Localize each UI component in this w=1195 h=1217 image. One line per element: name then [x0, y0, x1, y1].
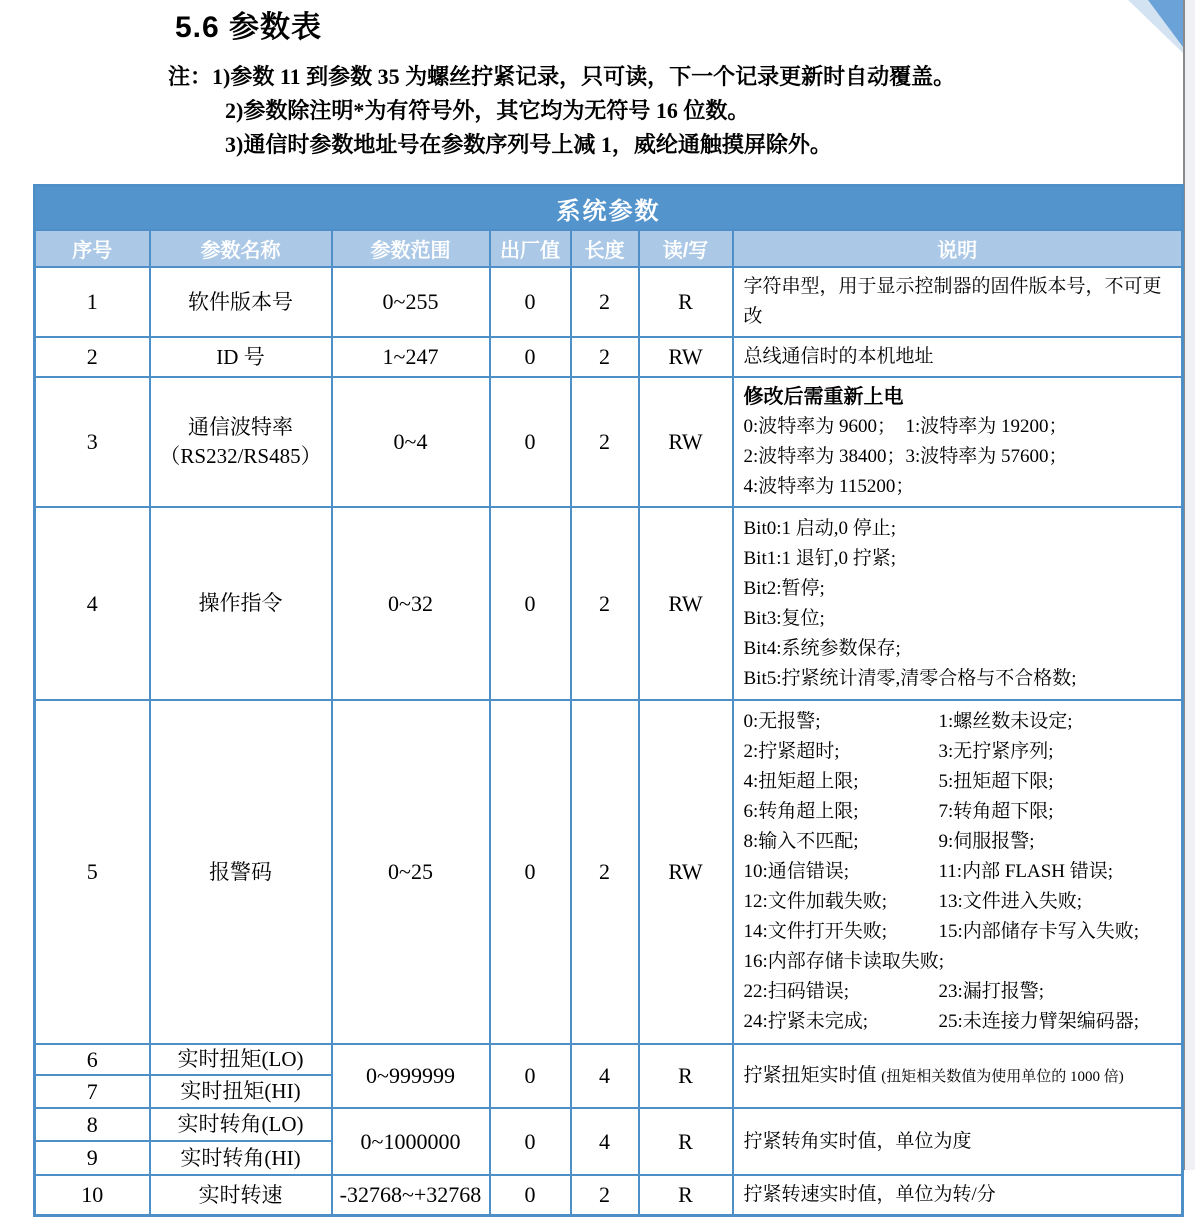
cell-description — [733, 1108, 1183, 1175]
cell-serial: 8 — [35, 1108, 150, 1141]
alarm-code-item: 13:文件进入失败; — [938, 891, 1083, 912]
cell-param-name — [150, 267, 332, 337]
section-title: 5.6 参数表 — [175, 11, 323, 44]
cell-factory-value: 0 — [490, 1175, 571, 1216]
cell-description — [733, 1175, 1183, 1216]
cell-serial: 9 — [35, 1141, 150, 1175]
cell-serial: 6 — [35, 1044, 150, 1075]
alarm-code-item: 14:文件打开失败; — [743, 921, 888, 942]
description-line — [744, 1061, 1176, 1092]
param-name-line: 报警码 — [209, 859, 272, 884]
cell-read-write: R — [639, 1175, 733, 1216]
description-text: 字符串型，用于显示控制器的固件版本号，不可更改 — [743, 276, 1162, 327]
cell-description — [733, 377, 1183, 507]
description-text: Bit2:暂停; — [743, 577, 825, 599]
description-text: 总线通信时的本机地址 — [743, 346, 934, 367]
alarm-code-item: 5:扭矩超下限; — [938, 771, 1054, 792]
table-row — [35, 267, 1183, 337]
description-line — [744, 1180, 1176, 1210]
alarm-code-item: 3:无拧紧序列; — [938, 741, 1054, 762]
cell-factory-value: 0 — [490, 507, 571, 700]
param-name-line: 实时扭矩(HI) — [180, 1079, 301, 1103]
alarm-code-item: 0:无报警; — [743, 711, 821, 732]
cell-length: 2 — [571, 377, 639, 507]
notes-block — [168, 60, 955, 162]
description-text: 修改后需重新上电 — [743, 386, 904, 408]
description-line — [744, 1007, 1176, 1037]
column-header-2: 参数范围 — [332, 230, 490, 267]
description-line — [744, 767, 1176, 797]
cell-serial: 4 — [35, 507, 150, 700]
param-name-line: 实时扭矩(LO) — [177, 1047, 304, 1071]
cell-param-name — [150, 1075, 332, 1108]
description-text: 拧紧转速实时值，单位为转/分 — [743, 1184, 996, 1205]
cell-serial: 1 — [35, 267, 150, 337]
description-text: Bit5:拧紧统计清零,清零合格与不合格数; — [743, 667, 1077, 689]
description-text: Bit0:1 启动,0 停止; — [743, 517, 897, 539]
alarm-code-item: 4:扭矩超上限; — [743, 771, 859, 792]
cell-length: 4 — [571, 1108, 639, 1175]
cell-serial: 5 — [35, 700, 150, 1044]
description-text: Bit3:复位; — [743, 607, 825, 629]
cell-length: 4 — [571, 1044, 639, 1108]
cell-serial: 2 — [35, 337, 150, 377]
cell-range: 0~1000000 — [332, 1108, 490, 1175]
cell-serial: 3 — [35, 377, 150, 507]
cell-serial: 7 — [35, 1075, 150, 1108]
cell-description — [733, 700, 1183, 1044]
alarm-code-item: 24:拧紧未完成; — [743, 1011, 869, 1032]
cell-factory-value: 0 — [490, 1108, 571, 1175]
alarm-code-item: 7:转角超下限; — [938, 801, 1054, 822]
cell-read-write: R — [639, 267, 733, 337]
cell-range: 0~32 — [332, 507, 490, 700]
cell-param-name — [150, 337, 332, 377]
table-banner: 系统参数 — [35, 186, 1183, 231]
description-line — [744, 574, 1176, 604]
alarm-code-item: 16:内部存储卡读取失败; — [743, 951, 945, 972]
param-name-line: 通信波特率 — [188, 415, 293, 439]
cell-range: -32768~+32768 — [332, 1175, 490, 1216]
description-line — [744, 382, 1176, 412]
note-text: 1)参数 11 到参数 35 为螺丝拧紧记录，只可读，下一个记录更新时自动覆盖。 — [212, 64, 956, 89]
alarm-code-item: 23:漏打报警; — [938, 981, 1045, 1002]
table-banner-row — [35, 186, 1183, 231]
description-text: Bit1:1 退钉,0 拧紧; — [743, 547, 897, 569]
cell-serial: 10 — [35, 1175, 150, 1216]
description-line — [744, 442, 1176, 472]
cell-param-name — [150, 700, 332, 1044]
description-line — [744, 947, 1176, 977]
cell-length: 2 — [571, 337, 639, 377]
cell-description — [733, 507, 1183, 700]
description-line — [744, 604, 1176, 634]
note-text: 2)参数除注明*为有符号外，其它均为无符号 16 位数。 — [225, 98, 750, 123]
cell-range: 0~255 — [332, 267, 490, 337]
description-small-note: (扭矩相关数值为使用单位的 1000 倍) — [881, 1068, 1124, 1085]
note-line-2 — [168, 94, 955, 128]
param-name-line: 实时转速 — [198, 1182, 283, 1207]
alarm-code-item: 10:通信错误; — [743, 861, 850, 882]
column-header-6: 说明 — [733, 230, 1183, 267]
description-line — [744, 664, 1176, 694]
cell-range: 1~247 — [332, 337, 490, 377]
param-name-line: 实时转角(LO) — [177, 1112, 304, 1136]
description-line — [744, 887, 1176, 917]
description-line — [744, 1127, 1176, 1157]
table-row — [35, 1044, 1183, 1075]
description-line — [744, 707, 1176, 737]
alarm-code-item: 12:文件加载失败; — [743, 891, 888, 912]
description-line — [744, 544, 1176, 574]
description-line — [744, 917, 1176, 947]
cell-param-name — [150, 1044, 332, 1075]
cell-param-name — [150, 1108, 332, 1141]
table-row — [35, 700, 1183, 1044]
description-line — [744, 272, 1176, 332]
cell-length: 2 — [571, 1175, 639, 1216]
cell-length: 2 — [571, 267, 639, 337]
description-text: 4:波特率为 115200； — [743, 476, 915, 497]
column-header-3: 出厂值 — [490, 230, 571, 267]
cell-read-write: RW — [639, 337, 733, 377]
note-line-1 — [168, 60, 955, 94]
alarm-code-item: 25:未连接力臂架编码器; — [938, 1011, 1140, 1032]
table-row — [35, 1108, 1183, 1141]
note-text: 3)通信时参数地址号在参数序列号上减 1，威纶通触摸屏除外。 — [225, 132, 832, 157]
description-text: 拧紧转角实时值，单位为度 — [743, 1130, 972, 1152]
param-name-line: 操作指令 — [198, 591, 283, 615]
note-line-3 — [168, 128, 955, 162]
cell-read-write: R — [639, 1044, 733, 1108]
alarm-code-item: 8:输入不匹配; — [743, 831, 859, 852]
page-edge-strip — [1183, 0, 1195, 1170]
cell-range: 0~4 — [332, 377, 490, 507]
description-line — [744, 634, 1176, 664]
cell-factory-value: 0 — [490, 700, 571, 1044]
cell-description — [733, 1044, 1183, 1108]
description-line — [744, 857, 1176, 887]
table-row — [35, 337, 1183, 377]
cell-read-write: RW — [639, 700, 733, 1044]
description-line — [744, 412, 1176, 442]
notes-label: 注： — [168, 64, 213, 89]
cell-read-write: RW — [639, 377, 733, 507]
table-header-row — [35, 230, 1183, 267]
column-header-0: 序号 — [35, 230, 150, 267]
cell-range: 0~999999 — [332, 1044, 490, 1108]
alarm-code-item: 2:拧紧超时; — [743, 741, 840, 762]
cell-description — [733, 337, 1183, 377]
alarm-code-item: 15:内部储存卡写入失败; — [938, 921, 1140, 942]
system-parameters-table — [33, 184, 1184, 1217]
param-name-line: ID 号 — [216, 344, 265, 369]
description-line — [744, 342, 1176, 372]
description-text: 0:波特率为 9600； 1:波特率为 19200； — [743, 416, 1068, 437]
cell-range: 0~25 — [332, 700, 490, 1044]
cell-param-name — [150, 507, 332, 700]
cell-factory-value: 0 — [490, 337, 571, 377]
param-name-line: （RS232/RS485） — [159, 444, 322, 468]
alarm-code-item: 11:内部 FLASH 错误; — [938, 861, 1114, 882]
table-row — [35, 507, 1183, 700]
description-text: 拧紧扭矩实时值 — [743, 1064, 882, 1086]
description-line — [744, 977, 1176, 1007]
cell-factory-value: 0 — [490, 377, 571, 507]
description-text: 2:波特率为 38400；3:波特率为 57600； — [743, 446, 1068, 467]
table-row — [35, 377, 1183, 507]
cell-read-write: R — [639, 1108, 733, 1175]
description-line — [744, 827, 1176, 857]
alarm-code-item: 6:转角超上限; — [743, 801, 859, 822]
description-text: Bit4:系统参数保存; — [743, 637, 901, 659]
cell-factory-value: 0 — [490, 1044, 571, 1108]
alarm-code-item: 1:螺丝数未设定; — [938, 711, 1073, 732]
cell-read-write: RW — [639, 507, 733, 700]
cell-description — [733, 267, 1183, 337]
description-line — [744, 797, 1176, 827]
cell-factory-value: 0 — [490, 267, 571, 337]
param-name-line: 实时转角(HI) — [180, 1145, 301, 1170]
column-header-4: 长度 — [571, 230, 639, 267]
description-line — [744, 472, 1176, 502]
cell-length: 2 — [571, 507, 639, 700]
column-header-5: 读/写 — [639, 230, 733, 267]
description-line — [744, 514, 1176, 544]
cell-param-name — [150, 377, 332, 507]
column-header-1: 参数名称 — [150, 230, 332, 267]
table-row — [35, 1175, 1183, 1216]
alarm-code-item: 22:扫码错误; — [743, 981, 850, 1002]
description-line — [744, 737, 1176, 767]
alarm-code-item: 9:伺服报警; — [938, 831, 1035, 852]
param-name-line: 软件版本号 — [188, 289, 293, 314]
cell-length: 2 — [571, 700, 639, 1044]
cell-param-name — [150, 1175, 332, 1216]
